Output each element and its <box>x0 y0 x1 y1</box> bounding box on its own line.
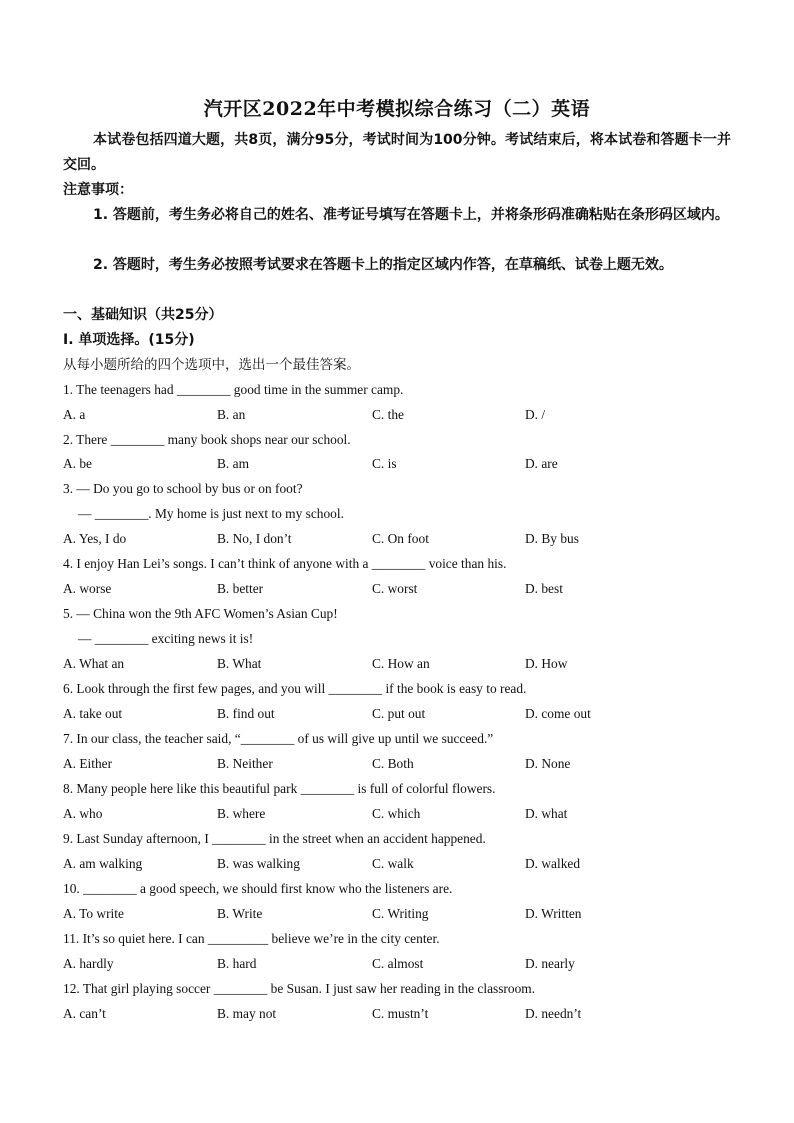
question-11-stem: 11. It’s so quiet here. I can _________ believe we’re in the city center. <box>63 931 440 946</box>
option-d: D. None <box>525 756 571 771</box>
notice-heading: 注意事项： <box>63 182 133 198</box>
notice-item-2: 2. 答题时，考生务必按照考试要求在答题卡上的指定区域内作答，在草稿纸、试卷上题无效。 <box>93 257 673 273</box>
option-d: D. best <box>525 581 563 596</box>
option-d: D. How <box>525 656 568 671</box>
option-d: D. what <box>525 806 568 821</box>
question-10-options <box>63 906 743 926</box>
option-a: A. worse <box>63 581 112 596</box>
option-b: B. What <box>217 656 262 671</box>
question-12-options <box>63 1006 743 1026</box>
question-12-stem: 12. That girl playing soccer ________ be Susan. I just saw her reading in the classroom. <box>63 981 536 996</box>
option-c: C. is <box>372 456 397 471</box>
question-3-options <box>63 531 743 551</box>
option-c: C. worst <box>372 581 418 596</box>
option-a: A. am walking <box>63 856 143 871</box>
question-1-options <box>63 407 743 427</box>
option-a: A. who <box>63 806 103 821</box>
option-d: D. walked <box>525 856 581 871</box>
option-d: D. come out <box>525 706 591 721</box>
option-b: B. an <box>217 407 246 422</box>
option-d: D. / <box>525 407 546 422</box>
option-d: D. By bus <box>525 531 579 546</box>
option-b: B. find out <box>217 706 275 721</box>
question-8-options <box>63 806 743 826</box>
option-c: C. Both <box>372 756 414 771</box>
question-7-stem: 7. In our class, the teacher said, “________ of us will give up until we succeed.” <box>63 731 494 746</box>
option-c: C. How an <box>372 656 430 671</box>
question-1-stem: 1. The teenagers had ________ good time in the summer camp. <box>63 382 404 397</box>
option-a: A. To write <box>63 906 124 921</box>
notice-item-1: 1. 答题前，考生务必将自己的姓名、准考证号填写在答题卡上，并将条形码准确粘贴在条形码区域内。 <box>93 207 729 223</box>
option-b: B. Neither <box>217 756 273 771</box>
option-a: A. hardly <box>63 956 114 971</box>
question-7-options <box>63 756 743 776</box>
option-b: B. am <box>217 456 249 471</box>
question-8-stem: 8. Many people here like this beautiful park ________ is full of colorful flowers. <box>63 781 496 796</box>
option-c: C. the <box>372 407 404 422</box>
option-a: A. be <box>63 456 93 471</box>
option-b: B. better <box>217 581 264 596</box>
section-heading: 一、基础知识（共25分） <box>63 307 223 323</box>
option-c: C. mustn’t <box>372 1006 429 1021</box>
option-c: C. On foot <box>372 531 429 546</box>
intro-text: 本试卷包括四道大题，共8页，满分95分，考试时间为100分钟。考试结束后，将本试卷和答题卡一并交回。 <box>63 132 731 173</box>
question-4-options <box>63 581 743 601</box>
question-5-stem: 5. — China won the 9th AFC Women’s Asian Cup! <box>63 606 338 621</box>
question-6-stem: 6. Look through the first few pages, and you will ________ if the book is easy to read. <box>63 681 527 696</box>
option-d: D. needn’t <box>525 1006 582 1021</box>
option-a: A. Yes, I do <box>63 531 127 546</box>
option-a: A. can’t <box>63 1006 106 1021</box>
option-c: C. Writing <box>372 906 429 921</box>
question-3-stem-reply: — ________. My home is just next to my school. <box>78 506 344 521</box>
option-b: B. hard <box>217 956 257 971</box>
option-c: C. almost <box>372 956 424 971</box>
question-5-options <box>63 656 743 676</box>
question-3-stem: 3. — Do you go to school by bus or on foot? <box>63 481 303 496</box>
option-b: B. No, I don’t <box>217 531 292 546</box>
option-d: D. nearly <box>525 956 575 971</box>
question-10-stem: 10. ________ a good speech, we should first know who the listeners are. <box>63 881 453 896</box>
option-b: B. Write <box>217 906 263 921</box>
option-b: B. was walking <box>217 856 300 871</box>
question-9-stem: 9. Last Sunday afternoon, I ________ in the street when an accident happened. <box>63 831 486 846</box>
page-title: 汽开区2022年中考模拟综合练习（二）英语 <box>203 98 591 120</box>
question-2-stem: 2. There ________ many book shops near our school. <box>63 432 351 447</box>
option-a: A. Either <box>63 756 113 771</box>
question-4-stem: 4. I enjoy Han Lei’s songs. I can’t think of anyone with a ________ voice than his. <box>63 556 507 571</box>
option-a: A. What an <box>63 656 125 671</box>
part-instruction: 从每小题所给的四个选项中，选出一个最佳答案。 <box>63 357 360 373</box>
question-11-options <box>63 956 743 976</box>
option-a: A. take out <box>63 706 123 721</box>
option-c: C. put out <box>372 706 426 721</box>
option-c: C. walk <box>372 856 414 871</box>
question-5-stem-reply: — ________ exciting news it is! <box>78 631 254 646</box>
option-b: B. may not <box>217 1006 277 1021</box>
option-d: D. Written <box>525 906 582 921</box>
question-2-options <box>63 456 743 476</box>
part-heading: Ⅰ. 单项选择。(15分) <box>63 332 195 348</box>
option-c: C. which <box>372 806 421 821</box>
question-9-options <box>63 856 743 876</box>
option-b: B. where <box>217 806 266 821</box>
option-d: D. are <box>525 456 558 471</box>
option-a: A. a <box>63 407 86 422</box>
question-6-options <box>63 706 743 726</box>
